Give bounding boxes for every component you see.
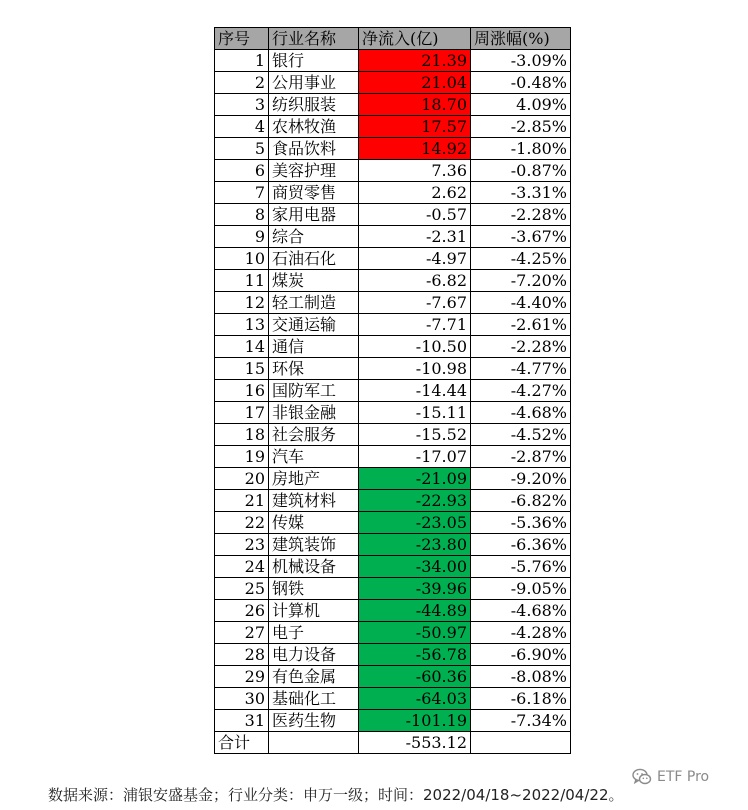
row-weekly-change: -6.82% — [471, 490, 571, 512]
row-index: 18 — [215, 424, 269, 446]
row-index: 16 — [215, 380, 269, 402]
row-industry-name: 房地产 — [269, 468, 359, 490]
row-weekly-change: -0.87% — [471, 160, 571, 182]
row-weekly-change: -6.90% — [471, 644, 571, 666]
row-index: 22 — [215, 512, 269, 534]
row-industry-name: 煤炭 — [269, 270, 359, 292]
row-net-inflow: -17.07 — [359, 446, 471, 468]
row-index: 10 — [215, 248, 269, 270]
row-index: 19 — [215, 446, 269, 468]
row-net-inflow: 21.39 — [359, 50, 471, 72]
table-row — [215, 710, 571, 732]
row-industry-name: 有色金属 — [269, 666, 359, 688]
total-empty-cell — [269, 732, 359, 754]
row-industry-name: 环保 — [269, 358, 359, 380]
row-net-inflow: 18.70 — [359, 94, 471, 116]
row-weekly-change: -5.36% — [471, 512, 571, 534]
row-net-inflow: -34.00 — [359, 556, 471, 578]
table-row — [215, 556, 571, 578]
row-index: 2 — [215, 72, 269, 94]
row-weekly-change: -7.34% — [471, 710, 571, 732]
total-empty-cell — [471, 732, 571, 754]
row-weekly-change: -3.31% — [471, 182, 571, 204]
row-net-inflow: -23.05 — [359, 512, 471, 534]
row-net-inflow: -2.31 — [359, 226, 471, 248]
row-industry-name: 国防军工 — [269, 380, 359, 402]
table-row — [215, 94, 571, 116]
row-industry-name: 轻工制造 — [269, 292, 359, 314]
row-index: 30 — [215, 688, 269, 710]
row-weekly-change: -9.20% — [471, 468, 571, 490]
row-weekly-change: -3.09% — [471, 50, 571, 72]
row-index: 25 — [215, 578, 269, 600]
row-industry-name: 家用电器 — [269, 204, 359, 226]
industry-flow-table — [214, 27, 571, 754]
table-row — [215, 666, 571, 688]
row-industry-name: 社会服务 — [269, 424, 359, 446]
row-index: 23 — [215, 534, 269, 556]
row-index: 13 — [215, 314, 269, 336]
row-industry-name: 通信 — [269, 336, 359, 358]
row-net-inflow: -7.67 — [359, 292, 471, 314]
row-net-inflow: -44.89 — [359, 600, 471, 622]
table-row — [215, 314, 571, 336]
row-industry-name: 美容护理 — [269, 160, 359, 182]
row-index: 17 — [215, 402, 269, 424]
table-row — [215, 182, 571, 204]
row-industry-name: 钢铁 — [269, 578, 359, 600]
row-net-inflow: -39.96 — [359, 578, 471, 600]
row-index: 6 — [215, 160, 269, 182]
row-index: 14 — [215, 336, 269, 358]
row-weekly-change: -4.68% — [471, 600, 571, 622]
wechat-icon — [632, 768, 652, 786]
row-industry-name: 传媒 — [269, 512, 359, 534]
row-weekly-change: 4.09% — [471, 94, 571, 116]
row-net-inflow: -15.11 — [359, 402, 471, 424]
table-row — [215, 160, 571, 182]
row-weekly-change: -4.77% — [471, 358, 571, 380]
header-index: 序号 — [215, 28, 269, 50]
row-industry-name: 计算机 — [269, 600, 359, 622]
row-weekly-change: -4.68% — [471, 402, 571, 424]
row-weekly-change: -8.08% — [471, 666, 571, 688]
header-net-inflow: 净流入(亿) — [359, 28, 471, 50]
table-row — [215, 138, 571, 160]
row-weekly-change: -4.28% — [471, 622, 571, 644]
table-row — [215, 248, 571, 270]
table-row — [215, 424, 571, 446]
row-weekly-change: -2.85% — [471, 116, 571, 138]
table-row — [215, 226, 571, 248]
row-industry-name: 建筑装饰 — [269, 534, 359, 556]
row-net-inflow: -64.03 — [359, 688, 471, 710]
row-industry-name: 纺织服装 — [269, 94, 359, 116]
row-net-inflow: -7.71 — [359, 314, 471, 336]
watermark — [632, 768, 709, 786]
row-net-inflow: -14.44 — [359, 380, 471, 402]
row-net-inflow: -4.97 — [359, 248, 471, 270]
table-row — [215, 644, 571, 666]
table-row — [215, 270, 571, 292]
row-index: 7 — [215, 182, 269, 204]
row-industry-name: 电力设备 — [269, 644, 359, 666]
row-weekly-change: -7.20% — [471, 270, 571, 292]
row-weekly-change: -4.25% — [471, 248, 571, 270]
row-net-inflow: 7.36 — [359, 160, 471, 182]
row-net-inflow: -23.80 — [359, 534, 471, 556]
row-weekly-change: -2.61% — [471, 314, 571, 336]
table-row — [215, 380, 571, 402]
row-weekly-change: -2.28% — [471, 336, 571, 358]
row-index: 3 — [215, 94, 269, 116]
row-index: 5 — [215, 138, 269, 160]
row-net-inflow: -22.93 — [359, 490, 471, 512]
row-net-inflow: -21.09 — [359, 468, 471, 490]
row-index: 20 — [215, 468, 269, 490]
row-industry-name: 医药生物 — [269, 710, 359, 732]
row-index: 4 — [215, 116, 269, 138]
row-index: 27 — [215, 622, 269, 644]
row-net-inflow: -15.52 — [359, 424, 471, 446]
row-net-inflow: -50.97 — [359, 622, 471, 644]
table-row — [215, 578, 571, 600]
table-row — [215, 204, 571, 226]
row-index: 31 — [215, 710, 269, 732]
row-net-inflow: -60.36 — [359, 666, 471, 688]
table-row — [215, 490, 571, 512]
row-weekly-change: -1.80% — [471, 138, 571, 160]
row-net-inflow: 14.92 — [359, 138, 471, 160]
table-row — [215, 116, 571, 138]
row-industry-name: 公用事业 — [269, 72, 359, 94]
row-net-inflow: -10.50 — [359, 336, 471, 358]
row-industry-name: 基础化工 — [269, 688, 359, 710]
header-industry-name: 行业名称 — [269, 28, 359, 50]
row-industry-name: 食品饮料 — [269, 138, 359, 160]
row-industry-name: 商贸零售 — [269, 182, 359, 204]
table-row — [215, 50, 571, 72]
row-net-inflow: -10.98 — [359, 358, 471, 380]
table-header-row — [215, 28, 571, 50]
table-row — [215, 402, 571, 424]
table-row — [215, 446, 571, 468]
row-industry-name: 电子 — [269, 622, 359, 644]
row-weekly-change: -4.27% — [471, 380, 571, 402]
table-row — [215, 336, 571, 358]
table-row — [215, 622, 571, 644]
row-index: 15 — [215, 358, 269, 380]
table-row — [215, 292, 571, 314]
row-weekly-change: -6.36% — [471, 534, 571, 556]
row-weekly-change: -6.18% — [471, 688, 571, 710]
table-total-row — [215, 732, 571, 754]
row-index: 28 — [215, 644, 269, 666]
row-weekly-change: -4.52% — [471, 424, 571, 446]
row-industry-name: 机械设备 — [269, 556, 359, 578]
table-row — [215, 534, 571, 556]
table-row — [215, 72, 571, 94]
row-net-inflow: 2.62 — [359, 182, 471, 204]
row-weekly-change: -3.67% — [471, 226, 571, 248]
row-index: 12 — [215, 292, 269, 314]
row-industry-name: 建筑材料 — [269, 490, 359, 512]
row-index: 9 — [215, 226, 269, 248]
total-net-inflow: -553.12 — [359, 732, 471, 754]
row-industry-name: 综合 — [269, 226, 359, 248]
row-net-inflow: -101.19 — [359, 710, 471, 732]
row-industry-name: 农林牧渔 — [269, 116, 359, 138]
row-industry-name: 石油石化 — [269, 248, 359, 270]
row-industry-name: 交通运输 — [269, 314, 359, 336]
row-net-inflow: 17.57 — [359, 116, 471, 138]
row-index: 1 — [215, 50, 269, 72]
row-net-inflow: -56.78 — [359, 644, 471, 666]
row-net-inflow: -6.82 — [359, 270, 471, 292]
source-note: 数据来源：浦银安盛基金；行业分类：申万一级；时间：2022/04/18~2022/04/22。 — [48, 786, 624, 804]
header-weekly-change: 周涨幅(%) — [471, 28, 571, 50]
row-industry-name: 汽车 — [269, 446, 359, 468]
row-index: 11 — [215, 270, 269, 292]
row-index: 8 — [215, 204, 269, 226]
row-net-inflow: -0.57 — [359, 204, 471, 226]
row-index: 26 — [215, 600, 269, 622]
row-index: 21 — [215, 490, 269, 512]
row-weekly-change: -0.48% — [471, 72, 571, 94]
row-industry-name: 非银金融 — [269, 402, 359, 424]
row-weekly-change: -9.05% — [471, 578, 571, 600]
row-index: 29 — [215, 666, 269, 688]
total-label: 合计 — [215, 732, 269, 754]
table-row — [215, 688, 571, 710]
table-row — [215, 468, 571, 490]
row-weekly-change: -2.87% — [471, 446, 571, 468]
watermark-text: ETF Pro — [657, 769, 710, 785]
table-row — [215, 600, 571, 622]
row-index: 24 — [215, 556, 269, 578]
row-net-inflow: 21.04 — [359, 72, 471, 94]
row-weekly-change: -4.40% — [471, 292, 571, 314]
row-weekly-change: -2.28% — [471, 204, 571, 226]
table-row — [215, 512, 571, 534]
row-industry-name: 银行 — [269, 50, 359, 72]
row-weekly-change: -5.76% — [471, 556, 571, 578]
table-row — [215, 358, 571, 380]
